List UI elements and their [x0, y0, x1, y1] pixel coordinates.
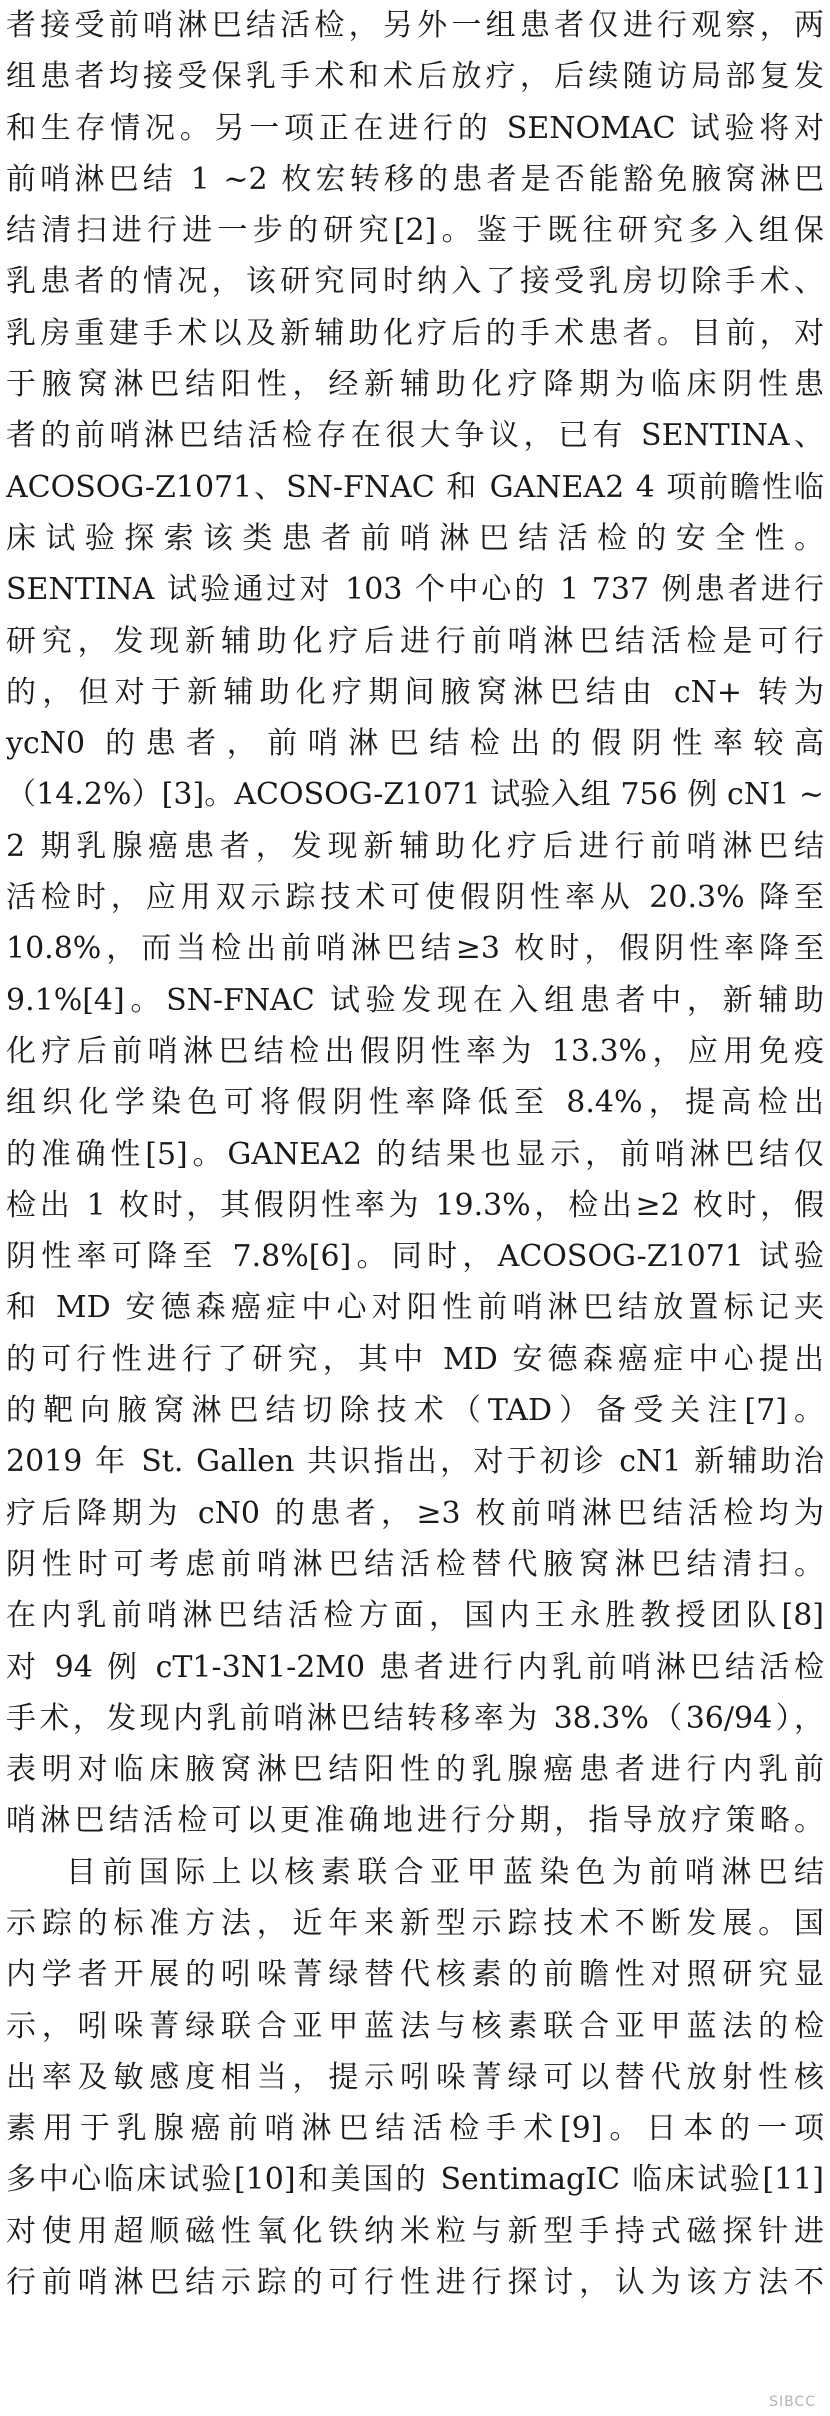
paragraph — [6, 1847, 824, 2309]
text-line: 组患者均接受保乳手术和术后放疗，后续随访局部复发 — [6, 59, 824, 95]
text-line: 和生存情况。另一项正在进行的 SENOMAC 试验将对 — [6, 110, 824, 146]
text-line: 乳患者的情况，该研究同时纳入了接受乳房切除手术、 — [6, 264, 824, 300]
text-line: 对使用超顺磁性氧化铁纳米粒与新型手持式磁探针进 — [6, 2213, 824, 2249]
text-line: 10.8%，而当检出前哨淋巴结≥3 枚时，假阴性率降至 — [6, 931, 824, 967]
text-line: 哨淋巴结活检可以更准确地进行分期，指导放疗策略。 — [6, 1803, 824, 1839]
paragraph — [6, 0, 824, 1847]
document-body — [6, 0, 824, 2308]
text-line: 9.1%[4]。SN-FNAC 试验发现在入组患者中，新辅助 — [6, 982, 824, 1018]
text-line: 检出 1 枚时，其假阴性率为 19.3%，检出≥2 枚时，假 — [6, 1187, 824, 1223]
text-line: 示踪的标准方法，近年来新型示踪技术不断发展。国 — [6, 1905, 824, 1941]
text-line: 和 MD 安德森癌症中心对阳性前哨淋巴结放置标记夹 — [6, 1290, 824, 1326]
text-line: 表明对临床腋窝淋巴结阳性的乳腺癌患者进行内乳前 — [6, 1752, 824, 1788]
text-line: 的准确性[5]。GANEA2 的结果也显示，前哨淋巴结仅 — [6, 1136, 824, 1172]
text-line: 行前哨淋巴结示踪的可行性进行探讨，认为该方法不 — [6, 2265, 824, 2301]
text-line: 2019 年 St. Gallen 共识指出，对于初诊 cN1 新辅助治 — [6, 1444, 824, 1480]
text-line: 素用于乳腺癌前哨淋巴结活检手术[9]。日本的一项 — [6, 2111, 824, 2147]
text-line: ACOSOG-Z1071、SN-FNAC 和 GANEA2 4 项前瞻性临 — [6, 469, 824, 505]
text-line: 于腋窝淋巴结阳性，经新辅助化疗降期为临床阴性患 — [6, 367, 824, 403]
text-line: 的可行性进行了研究，其中 MD 安德森癌症中心提出 — [6, 1341, 824, 1377]
text-line: 结清扫进行进一步的研究[2]。鉴于既往研究多入组保 — [6, 213, 824, 249]
text-line: 前哨淋巴结 1 ~2 枚宏转移的患者是否能豁免腋窝淋巴 — [6, 161, 824, 197]
text-line: 者接受前哨淋巴结活检，另外一组患者仅进行观察，两 — [6, 8, 824, 43]
text-line: 的，但对于新辅助化疗期间腋窝淋巴结由 cN+ 转为 — [6, 674, 824, 710]
text-line: 床试验探索该类患者前哨淋巴结活检的安全性。 — [6, 520, 824, 556]
text-line: 乳房重建手术以及新辅助化疗后的手术患者。目前，对 — [6, 315, 824, 351]
text-line: 活检时，应用双示踪技术可使假阴性率从 20.3% 降至 — [6, 880, 824, 916]
text-line: 组织化学染色可将假阴性率降低至 8.4%，提高检出 — [6, 1085, 824, 1121]
watermark-logo: SIBCC — [769, 2394, 816, 2410]
text-line: SENTINA 试验通过对 103 个中心的 1 737 例患者进行 — [6, 572, 824, 608]
text-line: 研究，发现新辅助化疗后进行前哨淋巴结活检是可行 — [6, 623, 824, 659]
text-line: 手术，发现内乳前哨淋巴结转移率为 38.3%（36/94）， — [6, 1700, 824, 1736]
text-line: 者的前哨淋巴结活检存在很大争议，已有 SENTINA、 — [6, 418, 824, 454]
text-line: 化疗后前哨淋巴结检出假阴性率为 13.3%，应用免疫 — [6, 1033, 824, 1069]
document-page — [6, 0, 824, 2416]
text-line: 出率及敏感度相当，提示吲哚菁绿可以替代放射性核 — [6, 2059, 824, 2095]
text-line: 内学者开展的吲哚菁绿替代核素的前瞻性对照研究显 — [6, 1957, 824, 1993]
text-line: 的靶向腋窝淋巴结切除技术（TAD）备受关注[7]。 — [6, 1393, 824, 1429]
text-line: 阴性率可降至 7.8%[6]。同时，ACOSOG-Z1071 试验 — [6, 1239, 824, 1275]
text-line: 示，吲哚菁绿联合亚甲蓝法与核素联合亚甲蓝法的检 — [6, 2008, 824, 2044]
text-line: 疗后降期为 cN0 的患者，≥3 枚前哨淋巴结活检均为 — [6, 1495, 824, 1531]
text-line: 目前国际上以核素联合亚甲蓝染色为前哨淋巴结 — [66, 1854, 824, 1890]
text-line: ycN0 的患者，前哨淋巴结检出的假阴性率较高 — [6, 726, 824, 762]
text-line: 2 期乳腺癌患者，发现新辅助化疗后进行前哨淋巴结 — [6, 828, 824, 864]
text-line: 对 94 例 cT1-3N1-2M0 患者进行内乳前哨淋巴结活检 — [6, 1649, 824, 1685]
text-line: 阴性时可考虑前哨淋巴结活检替代腋窝淋巴结清扫。 — [6, 1546, 824, 1582]
text-line: 多中心临床试验[10]和美国的 SentimagIC 临床试验[11] — [6, 2162, 824, 2198]
text-line: （14.2%）[3]。ACOSOG-Z1071 试验入组 756 例 cN1 ~ — [6, 777, 824, 813]
text-line: 在内乳前哨淋巴结活检方面，国内王永胜教授团队[8] — [6, 1598, 824, 1634]
